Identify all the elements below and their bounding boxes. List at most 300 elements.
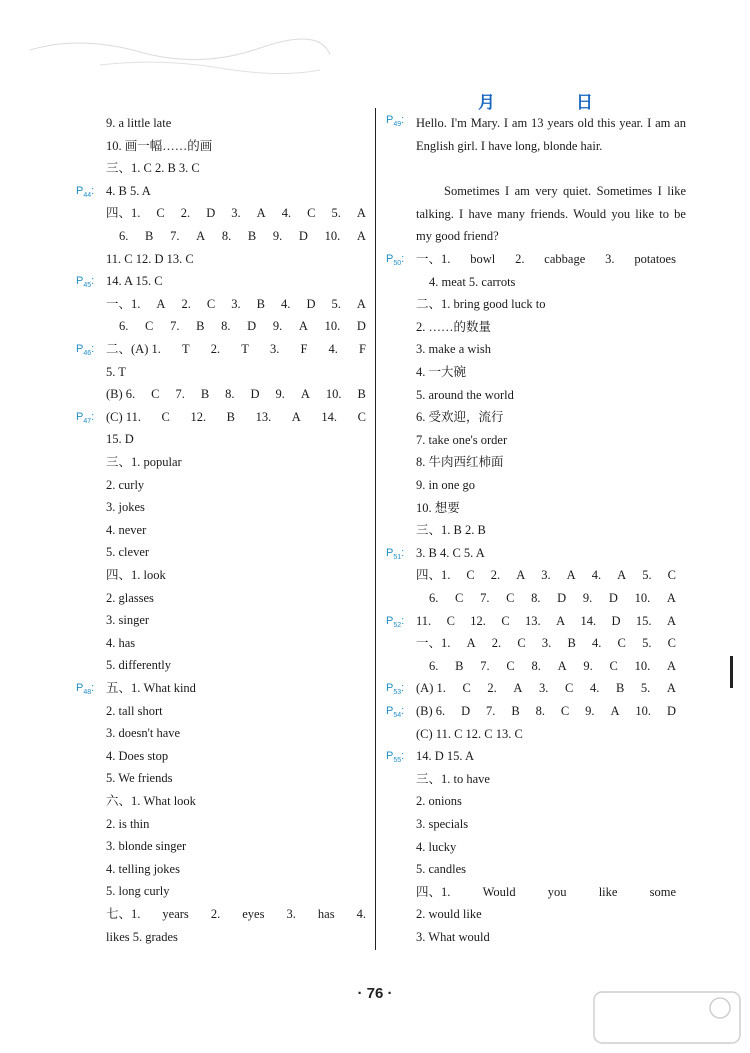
scan-smudge xyxy=(20,30,340,80)
answer-token: years xyxy=(162,907,189,921)
answer-text: 4. B 5. A xyxy=(106,183,151,198)
page-ref-label: $P_{49}$: xyxy=(386,114,405,129)
answer-token: 一、1. xyxy=(416,252,451,266)
answer-text: 5. differently xyxy=(106,658,172,673)
answer-text xyxy=(106,383,366,405)
answer-text: 14. D 15. A xyxy=(416,749,474,764)
answer-token: C xyxy=(161,409,170,424)
page-ref-number: 52 xyxy=(393,621,402,629)
answer-token: C xyxy=(156,206,165,221)
answer-line xyxy=(76,835,371,857)
answer-token: 4. xyxy=(591,568,602,583)
answer-token: A xyxy=(356,296,366,311)
answer-token: 8. xyxy=(221,229,232,243)
answer-line xyxy=(386,632,681,654)
answer-line xyxy=(76,361,371,383)
answer-line xyxy=(386,903,681,925)
answer-token: D xyxy=(206,206,216,221)
answer-text xyxy=(416,610,676,632)
answer-line xyxy=(76,700,371,722)
answer-line xyxy=(386,564,681,586)
answer-token: 2. xyxy=(491,636,502,651)
answer-token: bowl xyxy=(470,252,496,266)
answer-token: C xyxy=(446,613,455,628)
answer-text xyxy=(119,225,366,247)
answer-token: A xyxy=(666,681,676,696)
answer-text: 5. around the world xyxy=(416,387,514,402)
answer-token: A xyxy=(356,206,366,221)
answer-text: 5. clever xyxy=(106,545,150,560)
answer-token: B xyxy=(567,636,576,651)
answer-text xyxy=(119,315,366,337)
answer-token: 2. xyxy=(210,342,221,356)
answer-token: 7. xyxy=(175,387,185,402)
answer-token: A xyxy=(298,319,308,334)
page-ref-number: 44 xyxy=(83,191,92,199)
answer-line xyxy=(76,790,371,812)
answer-token: B xyxy=(511,704,520,718)
answer-token: 6. xyxy=(119,319,129,334)
page-ref-label: $P_{54}$: xyxy=(386,705,405,720)
answer-text: 三、1. B 2. B xyxy=(416,523,486,538)
answer-token: 11. xyxy=(416,613,432,628)
answer-token: 9. xyxy=(585,704,595,718)
date-header xyxy=(478,88,598,114)
page-ref-label: $P_{50}$: xyxy=(386,253,405,268)
answer-text: 9. a little late xyxy=(106,116,172,130)
answer-line xyxy=(76,745,371,767)
answer-token: B xyxy=(200,387,210,402)
answer-token: 3. xyxy=(539,681,549,696)
passage-paragraph: Hello. I'm Mary. I am 13 years old this year. I am an English girl. I have long, blonde hair. xyxy=(416,116,686,153)
answer-token: 5. xyxy=(331,296,341,311)
answer-text: 2. onions xyxy=(416,794,462,809)
answer-text xyxy=(106,338,366,360)
page-ref-number: 45 xyxy=(83,282,92,290)
answer-token: D xyxy=(306,296,316,311)
answer-token: 10. xyxy=(634,658,651,673)
answer-text: 4. never xyxy=(106,522,147,537)
answer-token: D xyxy=(611,613,621,628)
answer-token: A xyxy=(566,568,576,583)
answer-token: D xyxy=(666,704,676,718)
answer-line xyxy=(386,248,681,270)
answer-token: cabbage xyxy=(544,252,586,266)
answer-token: 5. xyxy=(331,206,341,221)
answer-token: 10. xyxy=(324,229,341,243)
answer-line xyxy=(386,813,681,835)
answer-line xyxy=(76,813,371,835)
answer-token: 3. xyxy=(269,342,280,356)
answer-token: B xyxy=(455,658,464,673)
answer-token: like xyxy=(598,884,618,899)
answer-token: C xyxy=(506,591,515,605)
answer-text xyxy=(416,632,676,654)
answer-token: B xyxy=(357,387,366,402)
answer-token: potatoes xyxy=(634,252,676,266)
answer-text: 11. C 12. D 13. C xyxy=(106,251,194,266)
answer-token: 6. xyxy=(119,229,129,243)
answer-text: 5. T xyxy=(106,364,126,379)
answer-text: 5. long curly xyxy=(106,884,170,899)
answer-token: 3. xyxy=(605,252,615,266)
answer-token: 14. xyxy=(580,613,597,628)
answer-line xyxy=(76,926,371,948)
answer-token: 9. xyxy=(272,229,283,243)
answer-line xyxy=(386,677,681,699)
answer-line xyxy=(386,768,681,790)
answer-token: (B) 6. xyxy=(106,387,136,402)
answer-token: C xyxy=(501,613,510,628)
answer-token: 四、1. xyxy=(416,568,451,583)
answer-token: 13. xyxy=(525,613,541,628)
answer-token: 4. xyxy=(591,636,602,651)
answer-token: D xyxy=(298,229,308,243)
answer-line xyxy=(76,474,371,496)
answer-token: 8. xyxy=(531,658,541,673)
page-ref-label: $P_{47}$: xyxy=(76,410,95,425)
answer-text: 3. make a wish xyxy=(416,342,491,357)
answer-text xyxy=(429,655,676,677)
answer-line xyxy=(386,384,681,406)
answer-token: 7. xyxy=(170,229,180,243)
answer-text: 三、1. C 2. B 3. C xyxy=(106,161,200,176)
page-ref-label: $P_{45}$: xyxy=(76,275,95,290)
answer-text xyxy=(106,903,366,925)
answer-line xyxy=(76,135,371,157)
answer-text xyxy=(416,248,676,270)
answer-text: 3. doesn't have xyxy=(106,726,181,741)
answer-token: 5. xyxy=(642,568,652,583)
answer-token: D xyxy=(461,704,471,718)
answer-text: 15. D xyxy=(106,432,134,447)
answer-token: 12. xyxy=(190,409,207,424)
answer-text xyxy=(106,202,366,224)
answer-token: 8. xyxy=(225,387,235,402)
answer-token: 13. xyxy=(255,409,272,424)
answer-line xyxy=(386,293,681,315)
answer-token: 6. xyxy=(429,658,439,673)
answer-token: 7. xyxy=(170,319,180,334)
answer-line xyxy=(386,429,681,451)
answer-token: D xyxy=(247,319,257,334)
answer-token: 2. xyxy=(490,568,501,583)
answer-token: 8. xyxy=(221,319,231,334)
answer-text: 4. Does stop xyxy=(106,748,169,763)
page-number: · 76 · xyxy=(357,985,393,1002)
answer-token: 8. xyxy=(535,704,545,718)
answer-text xyxy=(416,700,676,722)
page-ref-label: $P_{52}$: xyxy=(386,614,405,629)
answer-token: D xyxy=(250,387,260,402)
answer-line xyxy=(76,496,371,518)
answer-token: C xyxy=(560,704,570,718)
answer-token: has xyxy=(317,907,335,921)
answer-text: (C) 11. C 12. C 13. C xyxy=(416,726,523,741)
page-ref-label: $P_{51}$: xyxy=(386,546,405,561)
page-ref-number: 47 xyxy=(83,417,92,425)
answer-line xyxy=(386,451,681,473)
page-ref-label: $P_{44}$: xyxy=(76,184,95,199)
answer-token: 9. xyxy=(582,591,593,605)
answer-token: C xyxy=(667,568,676,583)
answer-line xyxy=(386,926,681,948)
answer-token: 一、1. xyxy=(416,636,451,651)
answer-text: 四、1. look xyxy=(106,568,166,582)
answer-token: 8. xyxy=(531,591,541,605)
answer-token: 7. xyxy=(480,658,490,673)
answer-token: 二、(A) 1. xyxy=(106,342,161,356)
answer-text: 六、1. What look xyxy=(106,794,196,808)
answer-line xyxy=(386,858,681,880)
answer-token: A xyxy=(196,229,206,243)
answer-token: 3. xyxy=(231,296,241,311)
answer-token: 2. xyxy=(210,907,221,921)
answer-line xyxy=(386,338,681,360)
answer-line xyxy=(76,315,371,337)
answer-token: 4. xyxy=(328,342,338,356)
answer-token: 2. xyxy=(487,681,497,696)
watermark-logo xyxy=(592,990,742,1045)
answer-token: 9. xyxy=(272,319,283,334)
answer-text: 8. 牛肉西红柿面 xyxy=(416,455,504,470)
answer-token: 9. xyxy=(583,658,593,673)
answer-line xyxy=(386,497,681,519)
day-label: 日 xyxy=(576,93,593,113)
answer-token: 4. xyxy=(281,206,292,221)
answer-token: B xyxy=(247,229,257,243)
answer-line xyxy=(76,428,371,450)
answer-line xyxy=(386,542,681,564)
page-ref-number: 50 xyxy=(393,260,402,268)
answer-line xyxy=(76,632,371,654)
answer-line xyxy=(386,836,681,858)
answer-token: C xyxy=(462,681,471,696)
answer-token: 14. xyxy=(321,409,338,424)
answer-text: 4. has xyxy=(106,635,136,650)
answer-token: C xyxy=(609,658,618,673)
answer-token: 10. xyxy=(325,387,342,402)
answer-token: 10. xyxy=(634,591,651,605)
answer-text: 2. glasses xyxy=(106,590,154,605)
answer-line xyxy=(76,654,371,676)
answer-line xyxy=(386,881,681,903)
answer-token: F xyxy=(358,342,366,356)
answer-token: A xyxy=(466,636,476,651)
answer-line xyxy=(76,180,371,202)
answer-text: 5. candles xyxy=(416,862,466,877)
answer-token: A xyxy=(516,568,526,583)
answer-text: 二、1. bring good luck to xyxy=(416,297,546,312)
answer-token: (A) 1. xyxy=(416,681,446,696)
answer-token: 4. xyxy=(589,681,600,696)
answer-text: 2. curly xyxy=(106,477,145,492)
answer-token: B xyxy=(145,229,154,243)
answer-token: C xyxy=(455,591,464,605)
answer-token: C xyxy=(565,681,574,696)
answer-token: (B) 6. xyxy=(416,704,446,718)
page-ref-number: 46 xyxy=(83,350,92,358)
answer-token: D xyxy=(608,591,618,605)
answer-token: A xyxy=(556,613,566,628)
answer-token: B xyxy=(196,319,205,334)
answer-token: C xyxy=(151,387,160,402)
page-ref-number: 53 xyxy=(393,689,402,697)
answer-token: 7. xyxy=(486,704,496,718)
month-label: 月 xyxy=(478,93,495,113)
answer-token: A xyxy=(617,568,627,583)
answer-token: A xyxy=(610,704,620,718)
page-ref-number: 49 xyxy=(393,121,402,129)
answer-line xyxy=(386,610,681,632)
answer-token: 4. xyxy=(281,296,291,311)
answer-line xyxy=(386,361,681,383)
answer-token: 4. xyxy=(356,907,366,921)
answer-line xyxy=(386,700,681,722)
answer-token: C xyxy=(617,636,626,651)
answer-token: T xyxy=(181,342,190,356)
answer-token: A xyxy=(666,591,676,605)
answer-text: 6. 受欢迎，流行 xyxy=(416,410,504,425)
answer-token: A xyxy=(666,613,676,628)
answer-token: A xyxy=(156,296,166,311)
answer-token: A xyxy=(256,206,266,221)
answer-text xyxy=(416,677,676,699)
answer-line xyxy=(76,903,371,925)
answer-text: 3. blonde singer xyxy=(106,839,187,854)
answer-line xyxy=(386,271,681,293)
answer-text xyxy=(106,406,366,428)
answer-text: 4. telling jokes xyxy=(106,861,180,876)
answer-text: 4. lucky xyxy=(416,839,457,854)
answer-text: 2. would like xyxy=(416,907,482,922)
answer-text: 2. ……的数量 xyxy=(416,319,492,334)
answer-token: C xyxy=(466,568,475,583)
answer-text: 3. What would xyxy=(416,930,490,944)
answer-token: 3. xyxy=(286,907,296,921)
answer-line xyxy=(76,587,371,609)
answer-line xyxy=(76,880,371,902)
answer-token: you xyxy=(547,884,567,899)
answer-token: 2. xyxy=(180,206,191,221)
answer-token: A xyxy=(291,409,301,424)
page-ref-label: $P_{53}$: xyxy=(386,682,405,697)
answer-line xyxy=(386,655,681,677)
answer-text: 9. in one go xyxy=(416,478,476,492)
answer-token: C xyxy=(506,658,515,673)
answer-text: 2. tall short xyxy=(106,703,163,718)
answer-token: 6. xyxy=(429,591,439,605)
answer-token: 3. xyxy=(541,636,552,651)
answer-line xyxy=(76,383,371,405)
answer-token: B xyxy=(226,409,235,424)
answer-line xyxy=(76,225,371,247)
answer-line xyxy=(76,202,371,224)
answer-token: D xyxy=(557,591,567,605)
answer-text: 五、1. What kind xyxy=(106,681,196,695)
answer-line xyxy=(76,406,371,428)
answer-line xyxy=(76,541,371,563)
answer-token: 12. xyxy=(470,613,486,628)
answer-line xyxy=(386,745,681,767)
answer-token: A xyxy=(513,681,523,696)
answer-token: C xyxy=(667,636,676,651)
answer-token: A xyxy=(300,387,310,402)
answer-line xyxy=(76,564,371,586)
answer-line xyxy=(386,474,681,496)
answer-line xyxy=(386,519,681,541)
page-ref-label: $P_{55}$: xyxy=(386,750,405,765)
answer-token: some xyxy=(649,884,676,899)
answer-line xyxy=(76,293,371,315)
answer-text: 2. is thin xyxy=(106,816,150,831)
answer-token: B xyxy=(615,681,625,696)
answer-text: 3. B 4. C 5. A xyxy=(416,545,485,560)
answer-text: 3. singer xyxy=(106,613,150,628)
answer-token: D xyxy=(356,319,366,334)
answer-line xyxy=(386,316,681,338)
answer-line xyxy=(386,790,681,812)
answer-token: (C) 11. xyxy=(106,409,141,424)
answer-line xyxy=(76,270,371,292)
answer-token: 10. xyxy=(635,704,652,718)
answer-line xyxy=(76,609,371,631)
answer-line xyxy=(76,451,371,473)
answer-token: C xyxy=(357,409,366,424)
answer-text: 10. 画一幅……的画 xyxy=(106,138,213,153)
answer-token: C xyxy=(307,206,316,221)
answer-line xyxy=(76,677,371,699)
answer-token: A xyxy=(557,658,567,673)
answer-text: 10. 想要 xyxy=(416,500,460,515)
answer-token: 四、1. xyxy=(106,206,141,221)
answer-token: C xyxy=(206,296,216,311)
answer-token: 15. xyxy=(635,613,652,628)
answer-text xyxy=(416,881,676,903)
answer-text: 4. 一大碗 xyxy=(416,365,467,379)
answer-token: 一、1. xyxy=(106,296,141,311)
answer-token: A xyxy=(666,658,676,673)
answer-text: 三、1. popular xyxy=(106,455,182,469)
answer-token: B xyxy=(256,296,266,311)
page-ref-label: $P_{46}$: xyxy=(76,343,95,358)
answer-line xyxy=(76,112,371,134)
answer-text: 7. take one's order xyxy=(416,432,508,447)
answer-line xyxy=(76,722,371,744)
answer-line xyxy=(386,587,681,609)
answer-text: 3. jokes xyxy=(106,500,145,515)
passage-paragraph: Sometimes I am very quiet. Sometimes I like talking. I have many friends. Would you like to be my good friend? xyxy=(416,184,686,243)
answer-token: 四、1. xyxy=(416,884,451,899)
answer-text xyxy=(416,564,676,586)
answer-text: 14. A 15. C xyxy=(106,274,163,289)
answer-line xyxy=(76,157,371,179)
answer-line xyxy=(386,406,681,428)
answer-token: 七、1. xyxy=(106,907,141,921)
answer-token: 5. xyxy=(642,636,652,651)
answer-line xyxy=(76,519,371,541)
answer-text xyxy=(429,587,676,609)
page-ref-number: 51 xyxy=(393,553,402,561)
answer-token: 5. xyxy=(640,681,651,696)
answer-token: T xyxy=(241,342,249,356)
page-ref-number: 48 xyxy=(83,689,92,697)
answer-line xyxy=(76,338,371,360)
edge-mark xyxy=(730,656,733,688)
answer-line xyxy=(386,723,681,745)
answer-text: 三、1. to have xyxy=(416,771,490,786)
answer-token: 2. xyxy=(181,296,191,311)
